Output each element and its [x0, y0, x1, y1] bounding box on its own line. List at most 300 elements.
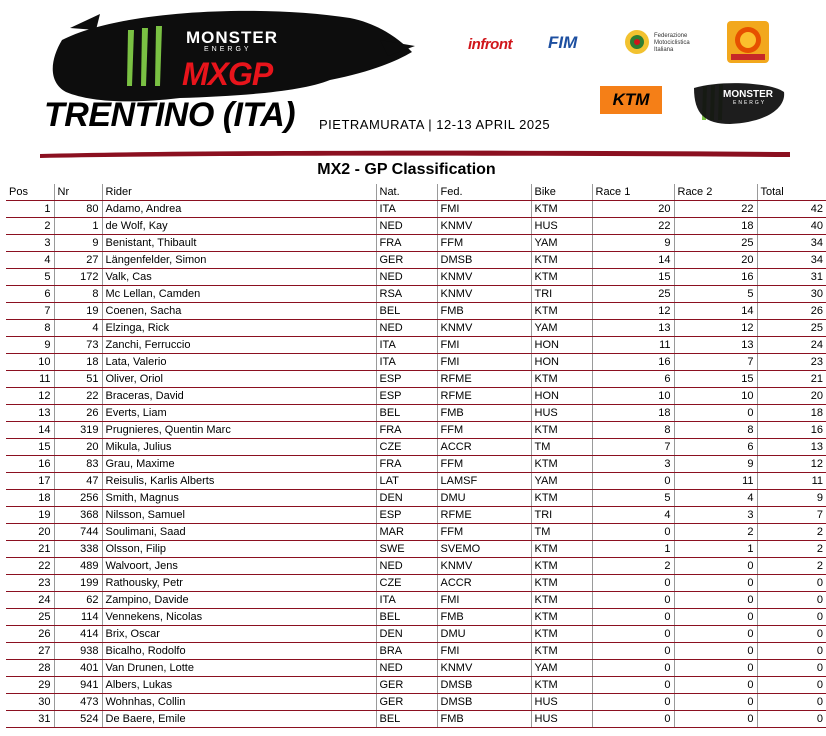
race1-cell: 16: [592, 354, 674, 371]
rider-cell: De Baere, Emile: [102, 711, 376, 728]
race1-cell: 6: [592, 371, 674, 388]
number-cell: 18: [54, 354, 102, 371]
bike-cell: KTM: [531, 269, 592, 286]
number-cell: 473: [54, 694, 102, 711]
pos-cell: 25: [6, 609, 54, 626]
race2-cell: 5: [674, 286, 757, 303]
table-row: [6, 643, 826, 660]
race2-cell: 0: [674, 677, 757, 694]
pos-cell: 17: [6, 473, 54, 490]
race1-cell: 4: [592, 507, 674, 524]
bike-cell: KTM: [531, 592, 592, 609]
rider-cell: Soulimani, Saad: [102, 524, 376, 541]
table-header-row: [6, 184, 826, 201]
total-cell: 25: [757, 320, 826, 337]
table-row: [6, 541, 826, 558]
number-cell: 26: [54, 405, 102, 422]
fed-cell: FMB: [437, 303, 531, 320]
rider-cell: Braceras, David: [102, 388, 376, 405]
race2-cell: 0: [674, 711, 757, 728]
ktm-logo: KTM: [600, 86, 662, 114]
fed-cell: SVEMO: [437, 541, 531, 558]
rider-cell: Wohnhas, Collin: [102, 694, 376, 711]
bike-cell: TRI: [531, 507, 592, 524]
race2-cell: 15: [674, 371, 757, 388]
fed-cell: RFME: [437, 371, 531, 388]
number-cell: 489: [54, 558, 102, 575]
table-row: [6, 201, 826, 218]
race1-cell: 12: [592, 303, 674, 320]
header-artwork: [0, 0, 813, 160]
race1-cell: 14: [592, 252, 674, 269]
fed-cell: FMI: [437, 201, 531, 218]
monster-small-energy: ENERGY: [733, 100, 767, 106]
pos-cell: 16: [6, 456, 54, 473]
pos-cell: 24: [6, 592, 54, 609]
rider-cell: Zanchi, Ferruccio: [102, 337, 376, 354]
infront-logo: infront: [468, 36, 512, 53]
total-cell: 34: [757, 252, 826, 269]
nat-cell: MAR: [376, 524, 437, 541]
rider-cell: Mikula, Julius: [102, 439, 376, 456]
race1-cell: 18: [592, 405, 674, 422]
race2-cell: 0: [674, 643, 757, 660]
pos-cell: 19: [6, 507, 54, 524]
race1-cell: 0: [592, 711, 674, 728]
total-cell: 13: [757, 439, 826, 456]
total-cell: 31: [757, 269, 826, 286]
nat-cell: RSA: [376, 286, 437, 303]
classification-table: [6, 184, 826, 728]
race2-cell: 18: [674, 218, 757, 235]
total-cell: 0: [757, 626, 826, 643]
fed-cell: FFM: [437, 524, 531, 541]
total-cell: 7: [757, 507, 826, 524]
bike-cell: YAM: [531, 473, 592, 490]
col-header-rider: Rider: [102, 184, 376, 201]
number-cell: 9: [54, 235, 102, 252]
rider-cell: Brix, Oscar: [102, 626, 376, 643]
table-row: [6, 456, 826, 473]
race2-cell: 0: [674, 694, 757, 711]
race1-cell: 0: [592, 660, 674, 677]
rider-cell: Smith, Magnus: [102, 490, 376, 507]
total-cell: 0: [757, 711, 826, 728]
number-cell: 524: [54, 711, 102, 728]
table-row: [6, 711, 826, 728]
table-row: [6, 405, 826, 422]
rider-cell: Rathousky, Petr: [102, 575, 376, 592]
race2-cell: 16: [674, 269, 757, 286]
race1-cell: 1: [592, 541, 674, 558]
rider-cell: Oliver, Oriol: [102, 371, 376, 388]
fed-cell: FFM: [437, 235, 531, 252]
total-cell: 0: [757, 575, 826, 592]
rider-cell: de Wolf, Kay: [102, 218, 376, 235]
race2-cell: 22: [674, 201, 757, 218]
event-badge: [727, 21, 769, 63]
nat-cell: GER: [376, 677, 437, 694]
pos-cell: 8: [6, 320, 54, 337]
bike-cell: KTM: [531, 422, 592, 439]
col-header-nat: Nat.: [376, 184, 437, 201]
pos-cell: 9: [6, 337, 54, 354]
number-cell: 62: [54, 592, 102, 609]
nat-cell: BEL: [376, 609, 437, 626]
number-cell: 8: [54, 286, 102, 303]
total-cell: 42: [757, 201, 826, 218]
number-cell: 80: [54, 201, 102, 218]
table-row: [6, 490, 826, 507]
race2-cell: 8: [674, 422, 757, 439]
pos-cell: 26: [6, 626, 54, 643]
bike-cell: KTM: [531, 303, 592, 320]
race1-cell: 7: [592, 439, 674, 456]
rider-cell: Coenen, Sacha: [102, 303, 376, 320]
number-cell: 27: [54, 252, 102, 269]
nat-cell: DEN: [376, 626, 437, 643]
race2-cell: 20: [674, 252, 757, 269]
nat-cell: ESP: [376, 507, 437, 524]
number-cell: 20: [54, 439, 102, 456]
race1-cell: 0: [592, 643, 674, 660]
race1-cell: 0: [592, 609, 674, 626]
bike-cell: YAM: [531, 320, 592, 337]
rider-cell: Zampino, Davide: [102, 592, 376, 609]
race2-cell: 9: [674, 456, 757, 473]
col-header-race1: Race 1: [592, 184, 674, 201]
rider-cell: Längenfelder, Simon: [102, 252, 376, 269]
race1-cell: 0: [592, 694, 674, 711]
total-cell: 0: [757, 677, 826, 694]
total-cell: 2: [757, 541, 826, 558]
race2-cell: 0: [674, 592, 757, 609]
energy-wordmark: ENERGY: [204, 46, 252, 53]
pos-cell: 29: [6, 677, 54, 694]
total-cell: 16: [757, 422, 826, 439]
bike-cell: KTM: [531, 371, 592, 388]
col-header-nr: Nr: [54, 184, 102, 201]
fim-logo: FIM: [548, 33, 578, 52]
bike-cell: YAM: [531, 235, 592, 252]
bike-cell: KTM: [531, 541, 592, 558]
race2-cell: 0: [674, 575, 757, 592]
monster-wordmark: MONSTER: [186, 28, 278, 47]
pos-cell: 4: [6, 252, 54, 269]
rider-cell: Van Drunen, Lotte: [102, 660, 376, 677]
race2-cell: 0: [674, 660, 757, 677]
nat-cell: BRA: [376, 643, 437, 660]
race1-cell: 8: [592, 422, 674, 439]
number-cell: 319: [54, 422, 102, 439]
number-cell: 47: [54, 473, 102, 490]
total-cell: 2: [757, 558, 826, 575]
fed-cell: DMSB: [437, 252, 531, 269]
table-row: [6, 626, 826, 643]
bike-cell: HON: [531, 337, 592, 354]
table-row: [6, 286, 826, 303]
nat-cell: BEL: [376, 405, 437, 422]
bike-cell: HUS: [531, 694, 592, 711]
fed-cell: KNMV: [437, 320, 531, 337]
number-cell: 172: [54, 269, 102, 286]
pos-cell: 12: [6, 388, 54, 405]
total-cell: 21: [757, 371, 826, 388]
race2-cell: 14: [674, 303, 757, 320]
bike-cell: KTM: [531, 456, 592, 473]
race1-cell: 9: [592, 235, 674, 252]
total-cell: 18: [757, 405, 826, 422]
race1-cell: 0: [592, 473, 674, 490]
table-row: [6, 388, 826, 405]
rider-cell: Albers, Lukas: [102, 677, 376, 694]
rider-cell: Adamo, Andrea: [102, 201, 376, 218]
table-row: [6, 694, 826, 711]
race2-cell: 13: [674, 337, 757, 354]
table-row: [6, 524, 826, 541]
divider-stroke: [40, 151, 790, 158]
nat-cell: ESP: [376, 371, 437, 388]
number-cell: 22: [54, 388, 102, 405]
race1-cell: 20: [592, 201, 674, 218]
total-cell: 20: [757, 388, 826, 405]
pos-cell: 21: [6, 541, 54, 558]
table-row: [6, 320, 826, 337]
nat-cell: LAT: [376, 473, 437, 490]
total-cell: 12: [757, 456, 826, 473]
bike-cell: KTM: [531, 252, 592, 269]
fed-cell: FMB: [437, 405, 531, 422]
race2-cell: 12: [674, 320, 757, 337]
fed-cell: KNMV: [437, 660, 531, 677]
fed-cell: RFME: [437, 388, 531, 405]
bike-cell: TRI: [531, 286, 592, 303]
pos-cell: 3: [6, 235, 54, 252]
nat-cell: FRA: [376, 235, 437, 252]
fed-cell: FMI: [437, 354, 531, 371]
total-cell: 0: [757, 609, 826, 626]
race2-cell: 4: [674, 490, 757, 507]
nat-cell: ITA: [376, 201, 437, 218]
number-cell: 51: [54, 371, 102, 388]
race1-cell: 0: [592, 575, 674, 592]
bike-cell: KTM: [531, 643, 592, 660]
fed-cell: FMI: [437, 337, 531, 354]
race1-cell: 3: [592, 456, 674, 473]
table-row: [6, 677, 826, 694]
number-cell: 414: [54, 626, 102, 643]
fed-cell: KNMV: [437, 286, 531, 303]
table-row: [6, 575, 826, 592]
total-cell: 30: [757, 286, 826, 303]
bike-cell: KTM: [531, 201, 592, 218]
race2-cell: 0: [674, 626, 757, 643]
race1-cell: 22: [592, 218, 674, 235]
fed-cell: LAMSF: [437, 473, 531, 490]
fed-cell: FMB: [437, 711, 531, 728]
race2-cell: 3: [674, 507, 757, 524]
rider-cell: Olsson, Filip: [102, 541, 376, 558]
table-row: [6, 660, 826, 677]
fed-cell: ACCR: [437, 575, 531, 592]
number-cell: 401: [54, 660, 102, 677]
bike-cell: HON: [531, 388, 592, 405]
rider-cell: Vennekens, Nicolas: [102, 609, 376, 626]
race1-cell: 15: [592, 269, 674, 286]
total-cell: 0: [757, 694, 826, 711]
nat-cell: ITA: [376, 354, 437, 371]
nat-cell: BEL: [376, 303, 437, 320]
nat-cell: CZE: [376, 439, 437, 456]
total-cell: 11: [757, 473, 826, 490]
bike-cell: TM: [531, 524, 592, 541]
table-row: [6, 269, 826, 286]
table-row: [6, 439, 826, 456]
table-row: [6, 609, 826, 626]
monster-claw-logo: [127, 26, 162, 86]
race1-cell: 25: [592, 286, 674, 303]
rider-cell: Elzinga, Rick: [102, 320, 376, 337]
number-cell: 256: [54, 490, 102, 507]
race1-cell: 0: [592, 524, 674, 541]
number-cell: 83: [54, 456, 102, 473]
fed-cell: FMI: [437, 643, 531, 660]
table-row: [6, 473, 826, 490]
nat-cell: FRA: [376, 456, 437, 473]
nat-cell: ITA: [376, 337, 437, 354]
nat-cell: BEL: [376, 711, 437, 728]
nat-cell: NED: [376, 320, 437, 337]
total-cell: 0: [757, 660, 826, 677]
bike-cell: KTM: [531, 490, 592, 507]
rider-cell: Lata, Valerio: [102, 354, 376, 371]
nat-cell: NED: [376, 558, 437, 575]
rider-cell: Mc Lellan, Camden: [102, 286, 376, 303]
bike-cell: KTM: [531, 677, 592, 694]
mxgp-logo: MXGP: [182, 56, 273, 92]
rider-cell: Walvoort, Jens: [102, 558, 376, 575]
pos-cell: 30: [6, 694, 54, 711]
total-cell: 0: [757, 643, 826, 660]
number-cell: 938: [54, 643, 102, 660]
rider-cell: Reisulis, Karlis Alberts: [102, 473, 376, 490]
pos-cell: 7: [6, 303, 54, 320]
number-cell: 368: [54, 507, 102, 524]
race1-cell: 2: [592, 558, 674, 575]
pos-cell: 18: [6, 490, 54, 507]
race2-cell: 1: [674, 541, 757, 558]
race2-cell: 0: [674, 558, 757, 575]
pos-cell: 28: [6, 660, 54, 677]
pos-cell: 13: [6, 405, 54, 422]
number-cell: 4: [54, 320, 102, 337]
nat-cell: GER: [376, 252, 437, 269]
nat-cell: ITA: [376, 592, 437, 609]
pos-cell: 6: [6, 286, 54, 303]
pos-cell: 22: [6, 558, 54, 575]
rider-cell: Bicalho, Rodolfo: [102, 643, 376, 660]
total-cell: 23: [757, 354, 826, 371]
total-cell: 0: [757, 592, 826, 609]
race2-cell: 6: [674, 439, 757, 456]
nat-cell: NED: [376, 218, 437, 235]
pos-cell: 11: [6, 371, 54, 388]
nat-cell: GER: [376, 694, 437, 711]
table-row: [6, 218, 826, 235]
col-header-total: Total: [757, 184, 826, 201]
nat-cell: SWE: [376, 541, 437, 558]
nat-cell: NED: [376, 269, 437, 286]
race1-cell: 0: [592, 677, 674, 694]
fed-cell: KNMV: [437, 269, 531, 286]
total-cell: 24: [757, 337, 826, 354]
race1-cell: 5: [592, 490, 674, 507]
total-cell: 2: [757, 524, 826, 541]
pos-cell: 5: [6, 269, 54, 286]
table-row: [6, 507, 826, 524]
bike-cell: KTM: [531, 575, 592, 592]
fed-cell: FFM: [437, 456, 531, 473]
total-cell: 26: [757, 303, 826, 320]
race1-cell: 0: [592, 592, 674, 609]
pos-cell: 14: [6, 422, 54, 439]
race1-cell: 0: [592, 626, 674, 643]
number-cell: 73: [54, 337, 102, 354]
pos-cell: 31: [6, 711, 54, 728]
bike-cell: HON: [531, 354, 592, 371]
fed-cell: DMU: [437, 626, 531, 643]
rider-cell: Everts, Liam: [102, 405, 376, 422]
fed-cell: FMB: [437, 609, 531, 626]
table-row: [6, 252, 826, 269]
total-cell: 9: [757, 490, 826, 507]
fed-cell: KNMV: [437, 218, 531, 235]
race1-cell: 10: [592, 388, 674, 405]
event-header: [0, 0, 813, 160]
col-header-fed: Fed.: [437, 184, 531, 201]
race1-cell: 13: [592, 320, 674, 337]
bike-cell: KTM: [531, 609, 592, 626]
table-row: [6, 371, 826, 388]
table-row: [6, 354, 826, 371]
pos-cell: 1: [6, 201, 54, 218]
classification-rows: [6, 201, 826, 728]
number-cell: 114: [54, 609, 102, 626]
nat-cell: NED: [376, 660, 437, 677]
race2-cell: 0: [674, 609, 757, 626]
rider-cell: Benistant, Thibault: [102, 235, 376, 252]
pos-cell: 20: [6, 524, 54, 541]
number-cell: 1: [54, 218, 102, 235]
pos-cell: 10: [6, 354, 54, 371]
race2-cell: 7: [674, 354, 757, 371]
event-title: TRENTINO (ITA): [44, 96, 296, 134]
fed-cell: DMSB: [437, 677, 531, 694]
nat-cell: FRA: [376, 422, 437, 439]
bike-cell: HUS: [531, 405, 592, 422]
total-cell: 40: [757, 218, 826, 235]
race2-cell: 11: [674, 473, 757, 490]
rider-cell: Valk, Cas: [102, 269, 376, 286]
race2-cell: 10: [674, 388, 757, 405]
bike-cell: KTM: [531, 626, 592, 643]
fed-cell: ACCR: [437, 439, 531, 456]
rider-cell: Nilsson, Samuel: [102, 507, 376, 524]
bike-cell: YAM: [531, 660, 592, 677]
pos-cell: 27: [6, 643, 54, 660]
race2-cell: 0: [674, 405, 757, 422]
fmi-emblem: [625, 30, 649, 54]
